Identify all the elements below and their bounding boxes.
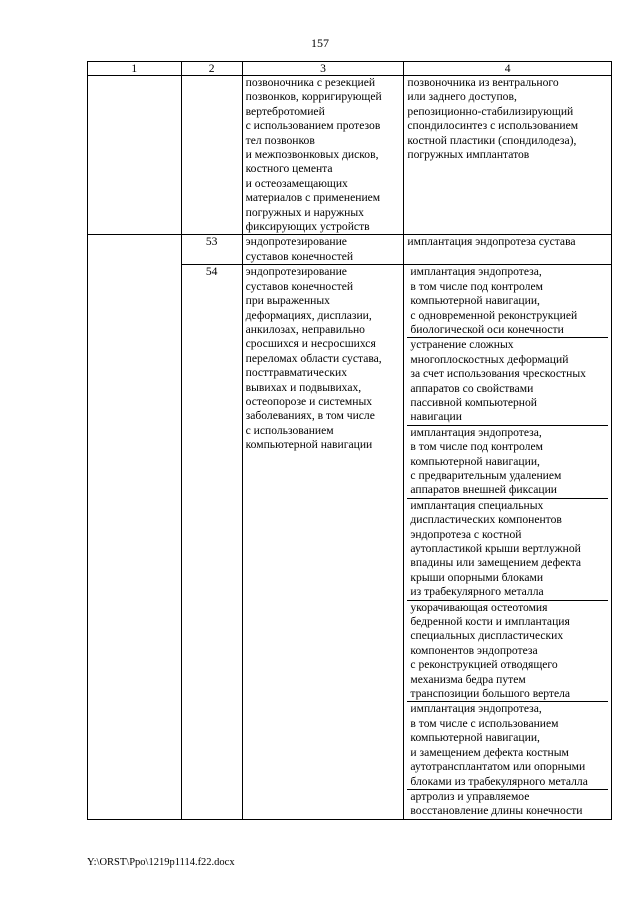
cell-text-line: и замещением дефекта костным <box>410 745 569 759</box>
cell-number <box>181 76 242 235</box>
cell-number: 54 <box>181 265 242 819</box>
cell-text-line: специальных диспластических <box>410 629 564 643</box>
cell-text-line: тел позвонков <box>245 133 315 147</box>
cell-text-line: погружных и наружных <box>245 205 364 219</box>
column-header-1: 1 <box>88 62 182 76</box>
cell-text-line: и межпозвонковых дисков, <box>245 148 379 162</box>
method-subcell <box>407 701 608 788</box>
cell-method <box>404 76 612 235</box>
cell-text-line: вывихах и подвывихах, <box>245 380 362 394</box>
cell-text-line: компьютерной навигации, <box>410 731 540 745</box>
cell-text-line: артролиз и управляемое <box>410 789 530 803</box>
cell-text-line: костной пластики (спондилодеза), <box>407 133 577 147</box>
cell-text-line: с одновременной реконструкцией <box>410 308 578 322</box>
cell-text-line: с реконструкцией отводящего <box>410 658 558 672</box>
cell-number: 53 <box>181 235 242 265</box>
cell-text-line: вертебротомией <box>245 104 325 118</box>
cell-text-line: в том числе под контролем <box>410 440 543 454</box>
cell-text-line: позвоночника с резекцией <box>245 76 376 89</box>
procedures-table <box>87 61 612 820</box>
cell-text-line: аутопластикой крыши вертлужной <box>410 542 581 555</box>
cell-text-line: деформациях, дисплазии, <box>245 308 372 322</box>
cell-text-line: компонентов эндопротеза <box>410 643 538 657</box>
cell-text-line: с использованием протезов <box>245 119 381 133</box>
cell-text-line: крыши опорными блоками <box>410 570 544 584</box>
column-header-3: 3 <box>242 62 404 76</box>
cell-text-line: аппаратов внешней фиксации <box>410 483 557 497</box>
cell-text-line: эндопротеза с костной <box>410 527 522 541</box>
cell-text-line: фиксирующих устройств <box>245 220 370 234</box>
cell-text-line: позвонков, корригирующей <box>245 90 382 104</box>
cell-text-line: эндопротезирование <box>245 235 347 249</box>
cell-text-line: диспластических компонентов <box>410 513 562 527</box>
cell-text-line: механизма бедра путем <box>410 672 526 686</box>
cell-text-line: блоками из трабекулярного металла <box>410 774 588 788</box>
method-subcell <box>407 498 608 600</box>
file-path-footer: Y:\ORST\Ppo\1219p1114.f22.docx <box>87 857 235 868</box>
cell-methods <box>404 265 612 819</box>
cell-text-line: многоплоскостных деформаций <box>410 352 569 366</box>
cell-text-line: навигации <box>410 410 462 424</box>
cell-text-line: восстановление длины конечности <box>410 804 583 818</box>
column-header-4: 4 <box>404 62 612 76</box>
cell-text-line: компьютерной навигации, <box>410 294 540 308</box>
cell-text-line: бедренной кости и имплантация <box>410 615 570 629</box>
cell-text-line: при выраженных <box>245 294 330 308</box>
cell-text-line: из трабекулярного металла <box>410 585 544 599</box>
cell-text-line: транспозиции большого вертела <box>410 687 571 701</box>
cell-text-line: имплантация эндопротеза сустава <box>407 235 576 249</box>
table-row-continuation <box>88 76 612 235</box>
cell-text-line: имплантация эндопротеза, <box>410 265 542 279</box>
cell-text-line: аутотрансплантатом или опорными <box>410 760 586 774</box>
page-number: 157 <box>311 36 329 50</box>
cell-text-line: укорачивающая остеотомия <box>410 600 548 614</box>
cell-text-line: остеопорозе и системных <box>245 394 373 408</box>
cell-model <box>242 265 404 819</box>
cell-text-line: в том числе с использованием <box>410 716 559 730</box>
cell-text-line: посттравматических <box>245 366 347 380</box>
cell-text-line: переломах области сустава, <box>245 351 382 365</box>
table-row-53 <box>88 235 612 265</box>
cell-text-line: аппаратов со свойствами <box>410 381 534 395</box>
cell-text-line: костного цемента <box>245 162 333 176</box>
method-subcell <box>407 337 608 424</box>
cell-text-line: за счет использования чрескостных <box>410 367 586 381</box>
cell-model <box>242 76 404 235</box>
method-subcell <box>407 789 608 819</box>
cell-text-line: в том числе под контролем <box>410 279 543 293</box>
cell-text-line: заболеваниях, в том числе <box>245 409 375 423</box>
cell-text-line: устранение сложных <box>410 338 514 352</box>
method-subcell <box>407 265 608 337</box>
cell-method <box>404 235 612 265</box>
cell-text-line: материалов с применением <box>245 191 381 205</box>
cell-text-line: с предварительным удалением <box>410 468 562 482</box>
cell-text-line: суставов конечностей <box>245 249 354 263</box>
cell-text-line: компьютерной навигации, <box>410 454 540 468</box>
cell-text-line: позвоночника из вентрального <box>407 76 559 89</box>
cell-text-line: суставов конечностей <box>245 279 354 293</box>
cell-text-line: впадины или замещением дефекта <box>410 556 582 570</box>
cell-text-line: анкилозах, неправильно <box>245 322 365 336</box>
cell-text-line: с использованием <box>245 423 334 437</box>
cell-text-line: погружных имплантатов <box>407 148 530 162</box>
cell-text-line: имплантация эндопротеза, <box>410 702 542 716</box>
cell-profile <box>88 76 182 235</box>
cell-text-line: и остеозамещающих <box>245 176 348 190</box>
cell-text-line: биологической оси конечности <box>410 322 564 336</box>
column-header-2: 2 <box>181 62 242 76</box>
cell-text-line: имплантация специальных <box>410 498 544 512</box>
cell-text-line: сросшихся и несросшихся <box>245 337 376 351</box>
method-subcell <box>407 425 608 498</box>
method-subcell <box>407 600 608 702</box>
table-header-row <box>88 62 612 76</box>
cell-text-line: спондилосинтез с использованием <box>407 119 579 133</box>
cell-text-line: пассивной компьютерной <box>410 395 538 409</box>
cell-text-line: компьютерной навигации <box>245 438 373 452</box>
cell-model <box>242 235 404 265</box>
cell-text-line: репозиционно-стабилизирующий <box>407 104 574 118</box>
cell-text-line: эндопротезирование <box>245 265 347 279</box>
cell-text-line: имплантация эндопротеза, <box>410 425 542 439</box>
cell-profile-empty <box>88 235 182 819</box>
cell-text-line: или заднего доступов, <box>407 90 517 104</box>
